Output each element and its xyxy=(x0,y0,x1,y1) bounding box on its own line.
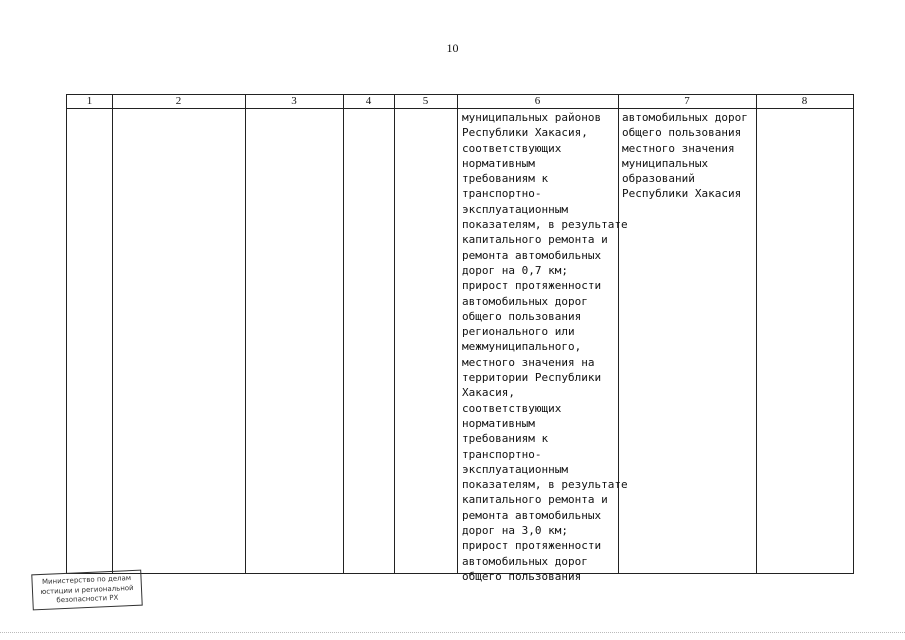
column-header-3: 3 xyxy=(291,95,297,107)
column-header-5: 5 xyxy=(422,95,429,107)
cell-column-7-text: автомобильных дорог общего пользования местного значения муниципальных образований Республики Хакасия xyxy=(622,111,748,201)
column-header-7: 7 xyxy=(684,95,690,107)
column-divider xyxy=(245,95,246,573)
column-header-1: 1 xyxy=(86,95,93,107)
header-divider xyxy=(67,108,853,109)
stamp-line: безопасности РХ xyxy=(56,593,119,605)
column-divider xyxy=(756,95,757,573)
column-divider xyxy=(343,95,344,573)
scan-artifact-line xyxy=(0,632,905,634)
column-divider xyxy=(394,95,395,573)
page-number: 10 xyxy=(446,41,459,55)
stamp-line: Министерство по делам xyxy=(41,574,132,586)
column-header-4: 4 xyxy=(365,95,372,107)
column-divider xyxy=(112,95,113,573)
stamp-line: юстиции и региональной xyxy=(40,583,134,596)
column-header-8: 8 xyxy=(801,95,808,107)
cell-column-6-text: муниципальных районов Республики Хакасия, соответствующих нормативным требованиям к транспортно- эксплуатационным показателям, в результате капитального ремонта и ремонта автомобильных дорог на 0,7 км; прирост протяженности автомобильных дорог общего пользования регионального или межмуниципального, местного значения на территории Республики Хакасия, соответствующих нормативным требованиям к транспортно- эксплуатационным показателям, в результате капитального ремонта и ремонта автомобильных дорог на 3,0 км; прирост протяженности автомобильных дорог общего пользования xyxy=(462,111,628,583)
registration-stamp xyxy=(31,570,142,611)
column-header-2: 2 xyxy=(175,95,182,107)
column-header-6: 6 xyxy=(534,95,541,107)
column-divider xyxy=(457,95,458,573)
